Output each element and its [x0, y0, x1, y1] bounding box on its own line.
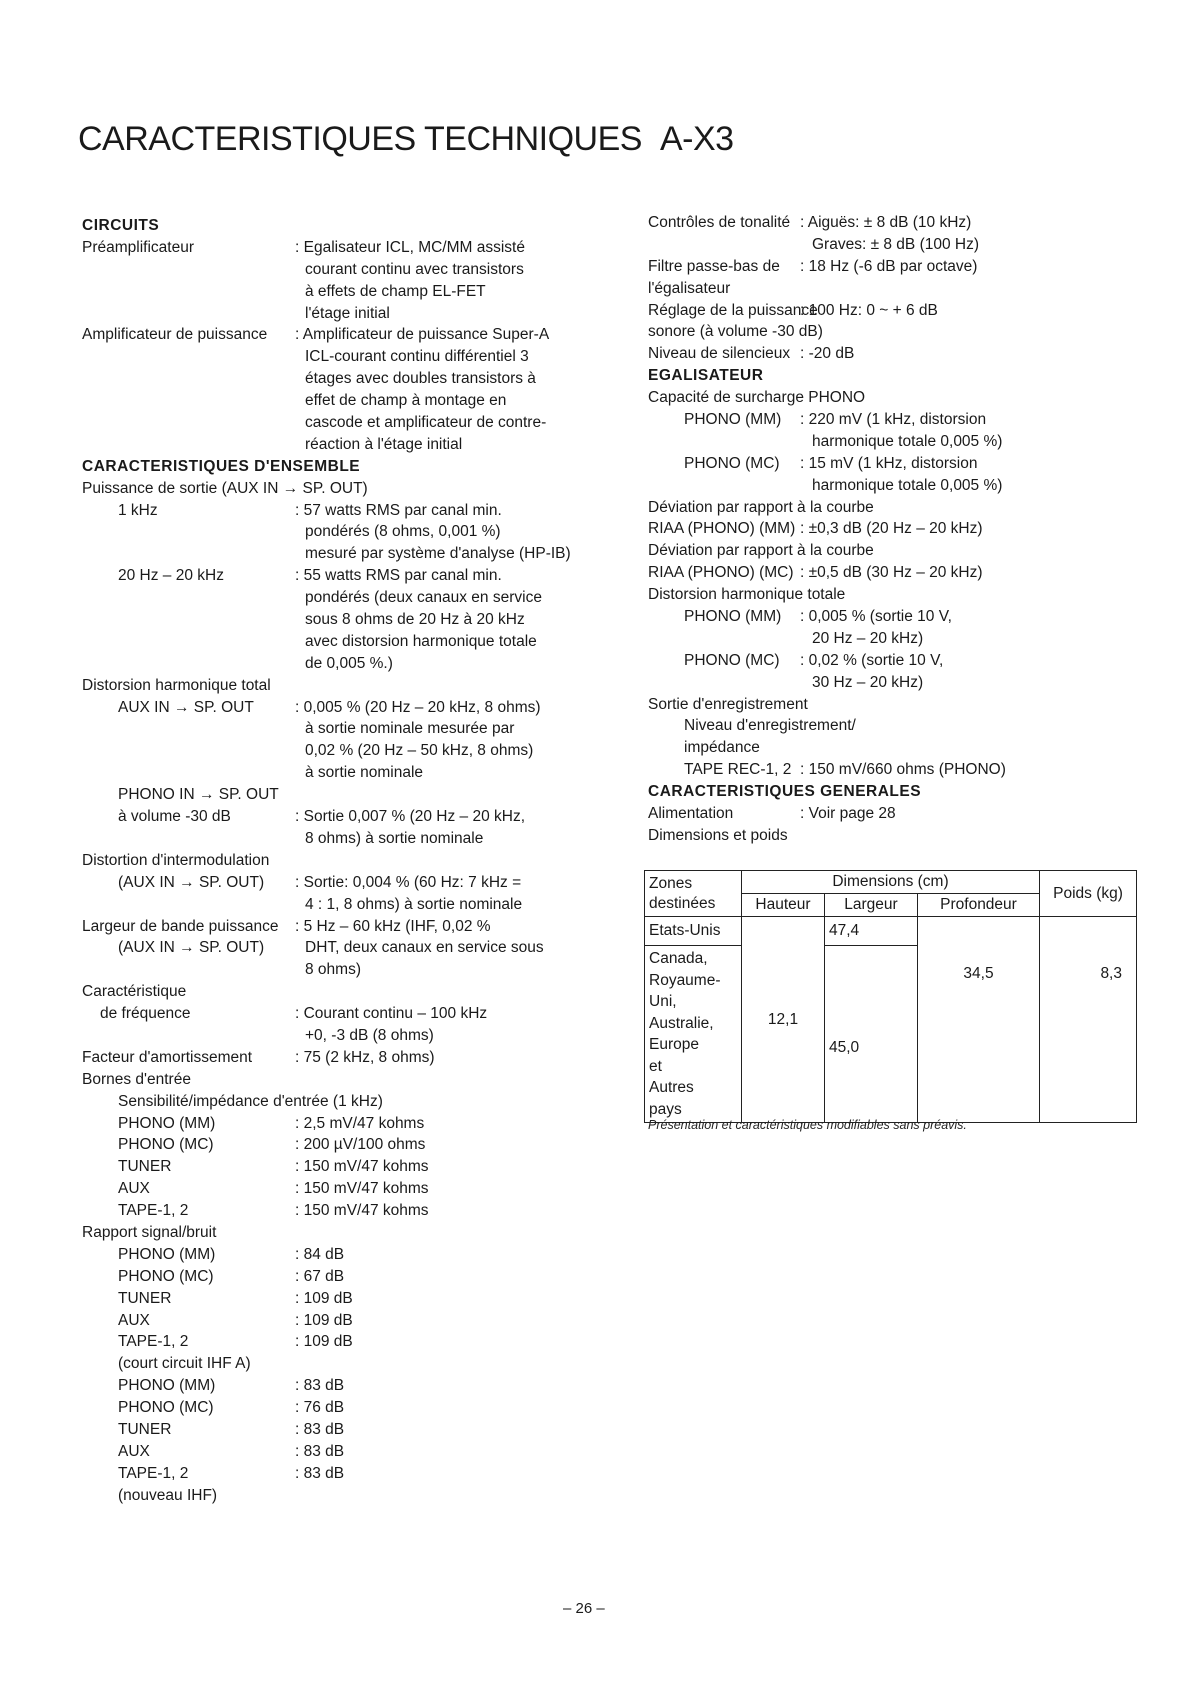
spec-label: sonore (à volume -30 dB) — [648, 323, 823, 341]
spec-label: PHONO (MM) — [684, 608, 782, 626]
spec-label: PHONO (MM) — [118, 1377, 216, 1395]
spec-line — [82, 1397, 622, 1419]
spec-line — [648, 453, 1128, 475]
spec-line — [82, 697, 622, 719]
spec-value: : 150 mV/47 kohms — [295, 1158, 429, 1176]
spec-value: : 75 (2 kHz, 8 ohms) — [295, 1048, 435, 1066]
spec-line — [82, 740, 622, 762]
spec-value: : 84 dB — [295, 1245, 345, 1263]
spec-label: à volume -30 dB — [118, 808, 231, 826]
spec-label: PHONO (MC) — [684, 454, 780, 472]
spec-label: Bornes d'entrée — [82, 1070, 191, 1088]
title-text: CARACTERISTIQUES TECHNIQUES — [78, 120, 642, 158]
spec-value: : Aiguës: ± 8 dB (10 kHz) — [800, 214, 972, 231]
spec-value: 30 Hz – 20 kHz) — [812, 673, 924, 691]
spec-label: Alimentation — [648, 805, 734, 823]
section-heading: EGALISATEUR — [648, 367, 764, 385]
spec-value: : 0,02 % (sortie 10 V, — [800, 651, 944, 669]
spec-label: PHONO IN → SP. OUT — [118, 786, 279, 804]
spec-line — [82, 1200, 622, 1222]
spec-label: 20 Hz – 20 kHz — [118, 567, 224, 585]
spec-line — [82, 1463, 622, 1485]
spec-line — [82, 1288, 622, 1310]
spec-value: DHT, deux canaux en service sous — [305, 939, 544, 957]
spec-value: 4 : 1, 8 ohms) à sortie nominale — [305, 895, 523, 913]
spec-value: : Sortie: 0,004 % (60 Hz: 7 kHz = — [295, 873, 522, 891]
header-dimensions: Dimensions (cm) — [742, 871, 1040, 894]
model-name: A-X3 — [659, 120, 734, 158]
spec-label: TUNER — [118, 1158, 172, 1176]
spec-label: impédance — [684, 739, 760, 757]
spec-line — [82, 959, 622, 981]
spec-line — [648, 212, 1128, 234]
spec-value: : Voir page 28 — [800, 805, 896, 823]
cell-poids: 8,3 — [1040, 917, 1137, 1123]
spec-label: (AUX IN → SP. OUT) — [118, 873, 265, 891]
spec-label: Dimensions et poids — [648, 826, 788, 844]
spec-line — [82, 1113, 622, 1135]
spec-value: : 0,005 % (20 Hz – 20 kHz, 8 ohms) — [295, 698, 541, 716]
spec-value: effet de champ à montage en — [305, 392, 507, 410]
spec-value: : 150 mV/660 ohms (PHONO) — [800, 761, 1006, 779]
spec-line — [82, 675, 622, 697]
spec-line — [648, 715, 1128, 737]
spec-line — [648, 518, 1128, 540]
spec-value: 0,02 % (20 Hz – 50 kHz, 8 ohms) — [305, 742, 534, 760]
spec-value: : ±0,5 dB (30 Hz – 20 kHz) — [800, 564, 983, 582]
spec-label: Capacité de surcharge PHONO — [648, 389, 866, 407]
spec-line — [82, 521, 622, 543]
spec-line — [648, 562, 1128, 584]
spec-line — [648, 584, 1128, 606]
spec-line — [648, 256, 1128, 278]
spec-line — [82, 434, 622, 456]
left-spec-column — [82, 215, 622, 1507]
spec-label: AUX — [118, 1311, 150, 1329]
spec-value: : -20 dB — [800, 345, 855, 363]
spec-line — [82, 543, 622, 565]
spec-value: : 55 watts RMS par canal min. — [295, 567, 502, 585]
spec-label: Distorsion harmonique totale — [648, 586, 846, 604]
spec-value: : 83 dB — [295, 1377, 345, 1395]
spec-line — [648, 343, 1128, 365]
spec-label: Caractéristique — [82, 983, 187, 1001]
spec-line — [648, 737, 1128, 759]
spec-line — [82, 894, 622, 916]
spec-line — [82, 1069, 622, 1091]
zone-other: Canada, Royaume-Uni, Australie, Europe et Autres pays — [645, 946, 742, 1123]
header-profondeur: Profondeur — [918, 894, 1040, 917]
spec-label: PHONO (MC) — [118, 1136, 214, 1154]
spec-line — [82, 412, 622, 434]
spec-label: PHONO (MC) — [684, 651, 780, 669]
spec-line — [82, 916, 622, 938]
spec-line — [82, 281, 622, 303]
spec-value: Graves: ± 8 dB (100 Hz) — [812, 235, 980, 253]
spec-line — [648, 694, 1128, 716]
spec-label: TUNER — [118, 1289, 172, 1307]
spec-label: PHONO (MC) — [118, 1399, 214, 1417]
spec-label: Déviation par rapport à la courbe — [648, 542, 874, 560]
spec-line — [82, 806, 622, 828]
cell-profondeur: 34,5 — [918, 917, 1040, 1123]
spec-line — [648, 387, 1128, 409]
spec-value: : 18 Hz (-6 dB par octave) — [800, 257, 978, 275]
dimensions-table — [644, 870, 1137, 1123]
spec-value: : Courant continu – 100 kHz — [295, 1005, 488, 1023]
spec-value: à effets de champ EL-FET — [305, 282, 486, 300]
spec-value: : ±0,3 dB (20 Hz – 20 kHz) — [800, 520, 983, 538]
spec-line — [648, 606, 1128, 628]
spec-line — [82, 303, 622, 325]
spec-line — [82, 631, 622, 653]
spec-label: 1 kHz — [118, 501, 158, 519]
spec-value: ICL-courant continu différentiel 3 — [305, 348, 529, 366]
spec-label: Rapport signal/bruit — [82, 1223, 217, 1241]
spec-value: pondérés (8 ohms, 0,001 %) — [305, 523, 501, 541]
spec-line — [82, 259, 622, 281]
spec-value: : 150 mV/47 kohms — [295, 1180, 429, 1198]
spec-line — [648, 431, 1128, 453]
spec-value: : 100 Hz: 0 ~ + 6 dB — [800, 301, 938, 319]
page-number: – 26 – — [563, 1600, 605, 1617]
spec-label: (AUX IN → SP. OUT) — [118, 939, 265, 957]
spec-line — [82, 1441, 622, 1463]
spec-line — [82, 762, 622, 784]
spec-label: Facteur d'amortissement — [82, 1048, 253, 1066]
page-title — [78, 120, 734, 159]
spec-label: RIAA (PHONO) (MM) — [648, 520, 796, 538]
cell-largeur-us: 47,4 — [825, 917, 918, 946]
spec-line — [648, 650, 1128, 672]
spec-line — [82, 587, 622, 609]
spec-label: Puissance de sortie (AUX IN → SP. OUT) — [82, 479, 368, 497]
spec-line — [82, 937, 622, 959]
spec-line — [82, 346, 622, 368]
spec-label: TAPE REC-1, 2 — [684, 761, 792, 779]
spec-line — [82, 1178, 622, 1200]
spec-label: Distortion d'intermodulation — [82, 851, 270, 869]
spec-line — [82, 609, 622, 631]
spec-line — [82, 1419, 622, 1441]
section-heading: CARACTERISTIQUES D'ENSEMBLE — [82, 457, 361, 475]
spec-value: pondérés (deux canaux en service — [305, 589, 542, 607]
spec-label: Contrôles de tonalité — [648, 214, 791, 231]
header-zones: Zones destinées — [645, 871, 742, 917]
spec-line — [82, 1025, 622, 1047]
spec-value: l'étage initial — [305, 304, 390, 322]
spec-label: Filtre passe-bas de — [648, 257, 780, 275]
spec-line — [82, 1047, 622, 1069]
spec-value: : 83 dB — [295, 1464, 345, 1482]
spec-label: PHONO (MM) — [684, 411, 782, 429]
spec-line — [648, 803, 1128, 825]
spec-line — [82, 872, 622, 894]
spec-label: Déviation par rapport à la courbe — [648, 498, 874, 516]
spec-line — [648, 628, 1128, 650]
spec-label: Niveau de silencieux — [648, 345, 791, 363]
spec-label: Préamplificateur — [82, 238, 194, 256]
spec-line — [648, 278, 1128, 300]
spec-value: : 220 mV (1 kHz, distorsion — [800, 411, 987, 429]
spec-value: à sortie nominale mesurée par — [305, 720, 515, 738]
spec-line — [648, 540, 1128, 562]
spec-line — [82, 1156, 622, 1178]
spec-value: : Amplificateur de puissance Super-A — [295, 326, 550, 344]
section-heading: CIRCUITS — [82, 217, 160, 234]
spec-line — [648, 365, 1128, 387]
spec-label: Distorsion harmonique total — [82, 676, 271, 694]
right-spec-column — [648, 212, 1128, 847]
spec-line — [82, 784, 622, 806]
spec-value: : 76 dB — [295, 1399, 345, 1417]
spec-label: Niveau d'enregistrement/ — [684, 717, 856, 735]
spec-value: : 0,005 % (sortie 10 V, — [800, 608, 952, 626]
spec-value: : 67 dB — [295, 1267, 345, 1285]
spec-value: : 200 µV/100 ohms — [295, 1136, 426, 1154]
spec-value: : 109 dB — [295, 1333, 353, 1351]
spec-label: TAPE-1, 2 — [118, 1202, 189, 1220]
spec-value: 8 ohms) à sortie nominale — [305, 829, 484, 847]
spec-line — [82, 215, 622, 237]
footnote: Présentation et caractéristiques modifiables sans préavis. — [648, 1118, 967, 1132]
cell-largeur-other: 45,0 — [825, 946, 918, 1123]
spec-value: courant continu avec transistors — [305, 260, 524, 278]
spec-line — [648, 781, 1128, 803]
spec-value: étages avec doubles transistors à — [305, 370, 536, 388]
spec-line — [82, 1485, 622, 1507]
spec-line — [82, 478, 622, 500]
spec-line — [82, 1266, 622, 1288]
spec-value: : 150 mV/47 kohms — [295, 1202, 429, 1220]
spec-label: Réglage de la puissance — [648, 301, 818, 319]
spec-value: : 83 dB — [295, 1420, 345, 1438]
spec-value: 20 Hz – 20 kHz) — [812, 629, 924, 647]
spec-label: PHONO (MM) — [118, 1114, 216, 1132]
spec-line — [82, 653, 622, 675]
spec-label: TUNER — [118, 1420, 172, 1438]
spec-line — [82, 1222, 622, 1244]
spec-line — [82, 1091, 622, 1113]
spec-label: Largeur de bande puissance — [82, 917, 279, 935]
spec-value: avec distorsion harmonique totale — [305, 632, 537, 650]
spec-label: l'égalisateur — [648, 279, 731, 297]
spec-line — [82, 500, 622, 522]
spec-line — [82, 324, 622, 346]
spec-value: : 109 dB — [295, 1289, 353, 1307]
spec-label: PHONO (MM) — [118, 1245, 216, 1263]
spec-value: harmonique totale 0,005 %) — [812, 476, 1003, 494]
spec-value: cascode et amplificateur de contre- — [305, 414, 547, 432]
spec-value: 8 ohms) — [305, 961, 361, 979]
spec-line — [82, 1003, 622, 1025]
spec-value: sous 8 ohms de 20 Hz à 20 kHz — [305, 611, 525, 629]
spec-value: +0, -3 dB (8 ohms) — [305, 1026, 434, 1044]
spec-label: (nouveau IHF) — [118, 1486, 218, 1504]
spec-value: : Sortie 0,007 % (20 Hz – 20 kHz, — [295, 808, 526, 826]
spec-line — [82, 390, 622, 412]
spec-line — [648, 300, 1128, 322]
spec-label: TAPE-1, 2 — [118, 1464, 189, 1482]
spec-line — [82, 1331, 622, 1353]
spec-line — [82, 1310, 622, 1332]
spec-line — [648, 497, 1128, 519]
spec-line — [82, 1244, 622, 1266]
spec-line — [648, 825, 1128, 847]
header-hauteur: Hauteur — [742, 894, 825, 917]
spec-label: RIAA (PHONO) (MC) — [648, 564, 794, 582]
spec-line — [648, 759, 1128, 781]
spec-label: de fréquence — [100, 1005, 191, 1023]
spec-value: : 15 mV (1 kHz, distorsion — [800, 454, 978, 472]
header-poids: Poids (kg) — [1040, 871, 1137, 917]
spec-line — [648, 409, 1128, 431]
spec-value: réaction à l'étage initial — [305, 435, 463, 453]
spec-line — [82, 1353, 622, 1375]
spec-line — [82, 565, 622, 587]
spec-line — [82, 718, 622, 740]
cell-hauteur: 12,1 — [742, 917, 825, 1123]
spec-value: : 83 dB — [295, 1442, 345, 1460]
spec-line — [82, 981, 622, 1003]
header-largeur: Largeur — [825, 894, 918, 917]
spec-line — [82, 368, 622, 390]
section-heading: CARACTERISTIQUES GENERALES — [648, 783, 922, 801]
spec-value: harmonique totale 0,005 %) — [812, 432, 1003, 450]
spec-value: : 5 Hz – 60 kHz (IHF, 0,02 % — [295, 917, 491, 935]
zone-us: Etats-Unis — [645, 917, 742, 946]
spec-label: Amplificateur de puissance — [82, 326, 268, 344]
spec-line — [648, 321, 1128, 343]
spec-value: : 2,5 mV/47 kohms — [295, 1114, 425, 1132]
spec-label: TAPE-1, 2 — [118, 1333, 189, 1351]
spec-label: AUX — [118, 1442, 150, 1460]
spec-line — [82, 1134, 622, 1156]
spec-value: de 0,005 %.) — [305, 654, 393, 672]
spec-line — [82, 828, 622, 850]
spec-line — [648, 475, 1128, 497]
spec-line — [648, 234, 1128, 256]
spec-label: AUX — [118, 1180, 150, 1198]
spec-value: à sortie nominale — [305, 764, 424, 782]
spec-value: : 109 dB — [295, 1311, 353, 1329]
spec-label: AUX IN → SP. OUT — [118, 698, 254, 716]
spec-label: Sortie d'enregistrement — [648, 695, 808, 713]
spec-value: : Egalisateur ICL, MC/MM assisté — [295, 238, 525, 256]
spec-line — [82, 237, 622, 259]
spec-line — [82, 456, 622, 478]
spec-label: Sensibilité/impédance d'entrée (1 kHz) — [118, 1092, 383, 1110]
spec-value: mesuré par système d'analyse (HP-IB) — [305, 545, 571, 563]
spec-line — [648, 672, 1128, 694]
spec-label: (court circuit IHF A) — [118, 1355, 251, 1373]
spec-value: : 57 watts RMS par canal min. — [295, 501, 502, 519]
spec-label: PHONO (MC) — [118, 1267, 214, 1285]
spec-line — [82, 1375, 622, 1397]
spec-line — [82, 850, 622, 872]
